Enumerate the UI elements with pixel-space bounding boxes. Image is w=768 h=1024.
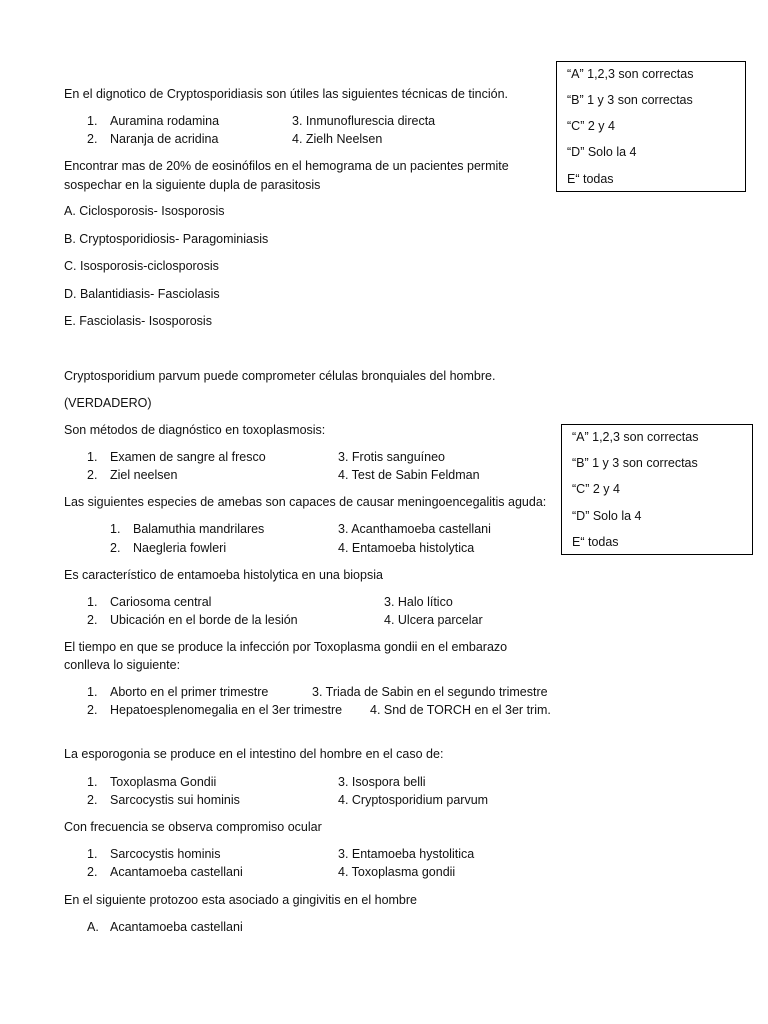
list-number: 1. bbox=[87, 114, 98, 128]
list-item: 3. Inmunoflurescia directa bbox=[292, 114, 436, 128]
list-number: 1. bbox=[87, 847, 98, 861]
answer-key-option: “A” 1,2,3 son correctas bbox=[572, 430, 699, 444]
list-item: Ziel neelsen bbox=[110, 468, 178, 482]
list-number: 2. bbox=[87, 865, 98, 879]
list-number: 2. bbox=[87, 468, 98, 482]
question-prompt: Es característico de entamoeba histolytica en una biopsia bbox=[64, 568, 383, 582]
list-item: Cariosoma central bbox=[110, 595, 212, 609]
list-item: Balamuthia mandrilares bbox=[133, 522, 265, 536]
list-number: 1. bbox=[110, 522, 121, 536]
list-number: 1. bbox=[87, 450, 98, 464]
question-prompt: Con frecuencia se observa compromiso ocular bbox=[64, 820, 322, 834]
answer-key-option: E“ todas bbox=[572, 535, 619, 549]
answer-key-option: “D” Solo la 4 bbox=[572, 509, 642, 523]
list-number: 2. bbox=[87, 613, 98, 627]
answer-key-option: “A” 1,2,3 son correctas bbox=[567, 67, 694, 81]
list-item: 3. Halo lítico bbox=[384, 595, 453, 609]
answer-key-option: E“ todas bbox=[567, 172, 614, 186]
list-item: 3. Frotis sanguíneo bbox=[338, 450, 446, 464]
question-prompt: La esporogonia se produce en el intestino del hombre en el caso de: bbox=[64, 747, 444, 761]
list-number: 2. bbox=[87, 793, 98, 807]
answer-key-option: “B” 1 y 3 son correctas bbox=[567, 93, 693, 107]
list-item: 4. Cryptosporidium parvum bbox=[338, 793, 489, 807]
list-number: 2. bbox=[87, 703, 98, 717]
list-item: Naegleria fowleri bbox=[133, 541, 227, 555]
list-item: Acantamoeba castellani bbox=[110, 920, 243, 934]
answer-key-box-1 bbox=[556, 61, 746, 192]
list-item: Naranja de acridina bbox=[110, 132, 219, 146]
question-prompt: Cryptosporidium parvum puede comprometer células bronquiales del hombre. bbox=[64, 369, 496, 383]
list-item: 4. Test de Sabin Feldman bbox=[338, 468, 480, 482]
question-prompt: Encontrar mas de 20% de eosinófilos en el hemograma de un pacientes permite bbox=[64, 159, 509, 173]
answer-key-option: “B” 1 y 3 son correctas bbox=[572, 456, 698, 470]
list-item: Sarcocystis sui hominis bbox=[110, 793, 240, 807]
list-item: Auramina rodamina bbox=[110, 114, 220, 128]
answer-option: B. Cryptosporidiosis- Paragominiasis bbox=[64, 232, 269, 246]
question-prompt: Las siguientes especies de amebas son capaces de causar meningoencegalitis aguda: bbox=[64, 495, 547, 509]
list-item: 3. Triada de Sabin en el segundo trimestre bbox=[312, 685, 548, 699]
list-item: 4. Zielh Neelsen bbox=[292, 132, 383, 146]
answer-option: C. Isosporosis-ciclosporosis bbox=[64, 259, 219, 273]
list-item: Examen de sangre al fresco bbox=[110, 450, 266, 464]
answer-option: A. Ciclosporosis- Isosporosis bbox=[64, 204, 225, 218]
list-item: Aborto en el primer trimestre bbox=[110, 685, 269, 699]
answer-text: (VERDADERO) bbox=[64, 396, 152, 410]
question-prompt: En el dignotico de Cryptosporidiasis son útiles las siguientes técnicas de tinción. bbox=[64, 87, 508, 101]
question-prompt: El tiempo en que se produce la infección por Toxoplasma gondii en el embarazo bbox=[64, 640, 508, 654]
list-number: 2. bbox=[110, 541, 121, 555]
list-item: Sarcocystis hominis bbox=[110, 847, 221, 861]
list-item: 4. Ulcera parcelar bbox=[384, 613, 483, 627]
answer-key-option: “D” Solo la 4 bbox=[567, 145, 637, 159]
list-number: 1. bbox=[87, 595, 98, 609]
list-item: 3. Entamoeba hystolitica bbox=[338, 847, 475, 861]
list-number: 1. bbox=[87, 685, 98, 699]
list-item: 4. Toxoplasma gondii bbox=[338, 865, 456, 879]
list-item: 3. Isospora belli bbox=[338, 775, 426, 789]
answer-option: E. Fasciolasis- Isosporosis bbox=[64, 314, 212, 328]
answer-key-option: “C” 2 y 4 bbox=[567, 119, 615, 133]
answer-key-option: “C” 2 y 4 bbox=[572, 482, 620, 496]
list-item: Toxoplasma Gondii bbox=[110, 775, 217, 789]
list-item: Hepatoesplenomegalia en el 3er trimestre bbox=[110, 703, 343, 717]
question-prompt: sospechar en la siguiente dupla de parasitosis bbox=[64, 178, 321, 192]
list-item: 4. Entamoeba histolytica bbox=[338, 541, 475, 555]
list-number: 1. bbox=[87, 775, 98, 789]
list-item: 3. Acanthamoeba castellani bbox=[338, 522, 491, 536]
list-number: A. bbox=[87, 920, 99, 934]
list-item: Acantamoeba castellani bbox=[110, 865, 243, 879]
answer-key-box-2 bbox=[561, 424, 753, 555]
list-number: 2. bbox=[87, 132, 98, 146]
list-item: 4. Snd de TORCH en el 3er trim. bbox=[370, 703, 551, 717]
question-prompt: Son métodos de diagnóstico en toxoplasmosis: bbox=[64, 423, 326, 437]
question-prompt: En el siguiente protozoo esta asociado a gingivitis en el hombre bbox=[64, 893, 417, 907]
answer-option: D. Balantidiasis- Fasciolasis bbox=[64, 287, 220, 301]
question-prompt: conlleva lo siguiente: bbox=[64, 658, 181, 672]
list-item: Ubicación en el borde de la lesión bbox=[110, 613, 298, 627]
